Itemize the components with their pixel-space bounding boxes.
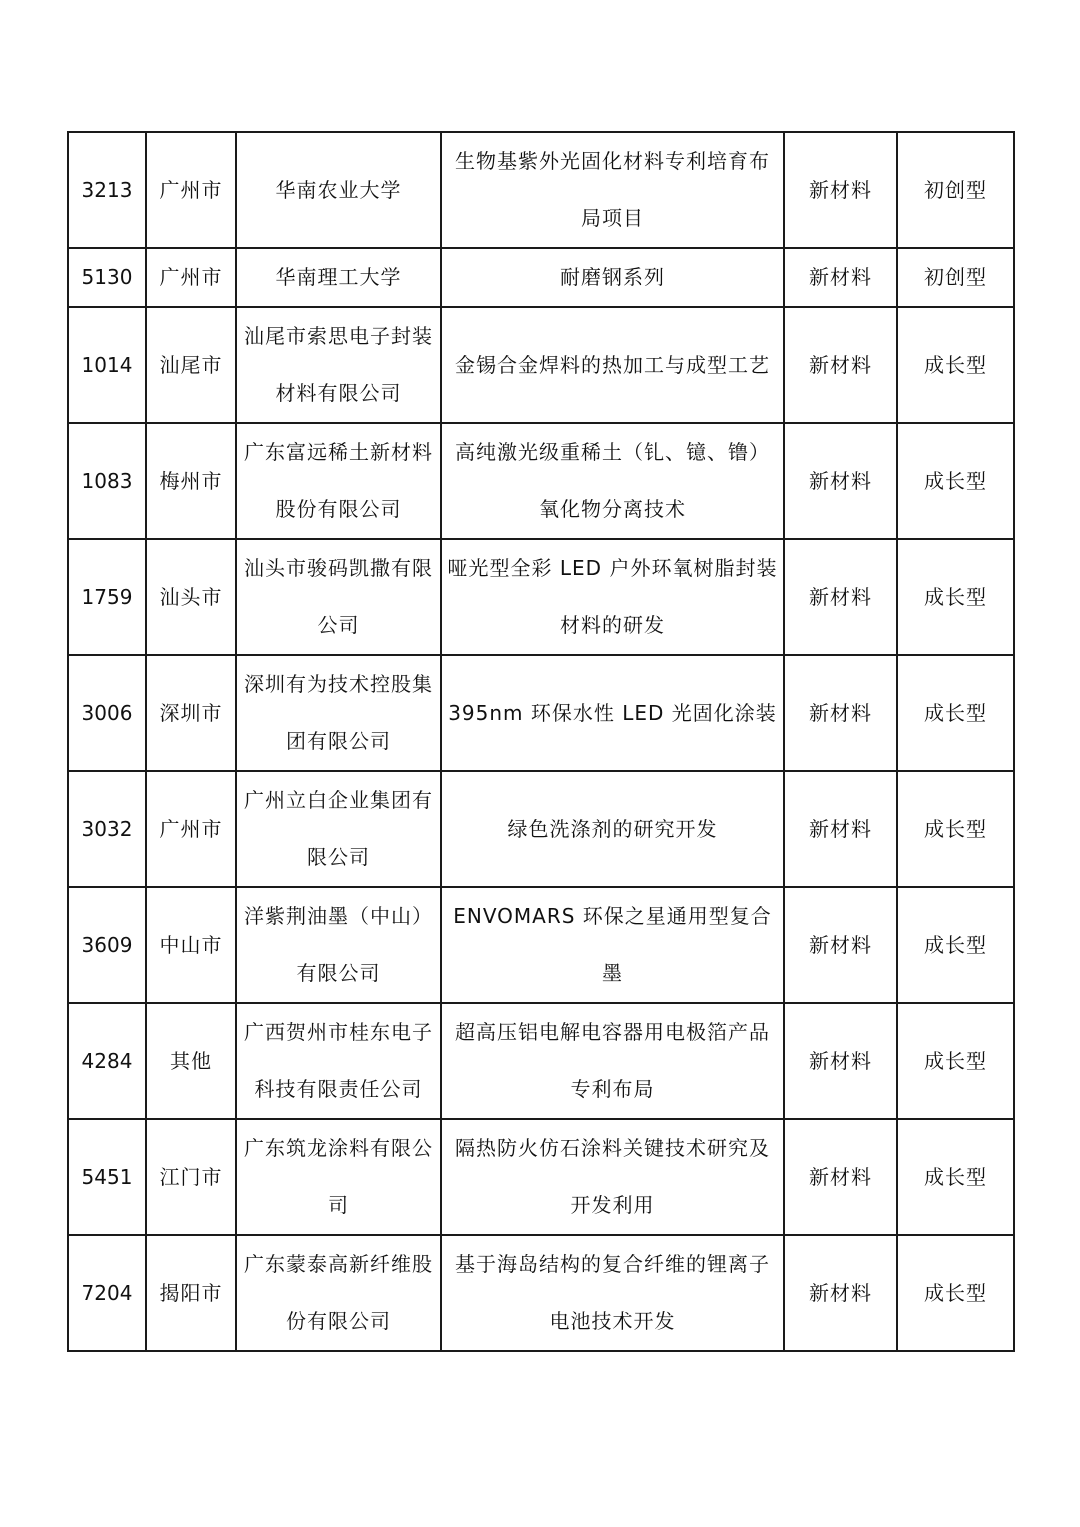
city-cell: 其他 <box>146 1003 236 1119</box>
organization-cell: 深圳有为技术控股集团有限公司 <box>236 655 441 771</box>
enterprise-type-cell: 成长型 <box>897 307 1014 423</box>
organization-cell: 广东富远稀土新材料股份有限公司 <box>236 423 441 539</box>
enterprise-type-cell: 初创型 <box>897 132 1014 248</box>
table-row <box>68 1003 1014 1119</box>
enterprise-type-cell: 成长型 <box>897 1003 1014 1119</box>
city-cell: 揭阳市 <box>146 1235 236 1351</box>
table-row <box>68 1235 1014 1351</box>
project-code-cell: 3609 <box>68 887 146 1003</box>
field-cell: 新材料 <box>784 248 897 307</box>
table-row <box>68 423 1014 539</box>
enterprise-type-cell: 成长型 <box>897 655 1014 771</box>
table-row <box>68 307 1014 423</box>
organization-cell: 洋紫荆油墨（中山）有限公司 <box>236 887 441 1003</box>
enterprise-type-cell: 成长型 <box>897 887 1014 1003</box>
project-name-cell: 生物基紫外光固化材料专利培育布局项目 <box>441 132 784 248</box>
city-cell: 广州市 <box>146 132 236 248</box>
organization-cell: 华南理工大学 <box>236 248 441 307</box>
project-name-cell: 395nm 环保水性 LED 光固化涂装 <box>441 655 784 771</box>
organization-cell: 汕尾市索思电子封装材料有限公司 <box>236 307 441 423</box>
table-row <box>68 1119 1014 1235</box>
field-cell: 新材料 <box>784 1003 897 1119</box>
field-cell: 新材料 <box>784 887 897 1003</box>
table-row <box>68 887 1014 1003</box>
city-cell: 江门市 <box>146 1119 236 1235</box>
city-cell: 广州市 <box>146 771 236 887</box>
project-code-cell: 7204 <box>68 1235 146 1351</box>
project-code-cell: 5451 <box>68 1119 146 1235</box>
project-name-cell: 隔热防火仿石涂料关键技术研究及开发利用 <box>441 1119 784 1235</box>
enterprise-type-cell: 成长型 <box>897 1235 1014 1351</box>
project-code-cell: 3006 <box>68 655 146 771</box>
field-cell: 新材料 <box>784 655 897 771</box>
project-name-cell: 金锡合金焊料的热加工与成型工艺 <box>441 307 784 423</box>
project-name-cell: ENVOMARS 环保之星通用型复合墨 <box>441 887 784 1003</box>
table-row <box>68 771 1014 887</box>
field-cell: 新材料 <box>784 1235 897 1351</box>
city-cell: 汕头市 <box>146 539 236 655</box>
project-name-cell: 基于海岛结构的复合纤维的锂离子电池技术开发 <box>441 1235 784 1351</box>
project-name-cell: 超高压铝电解电容器用电极箔产品专利布局 <box>441 1003 784 1119</box>
field-cell: 新材料 <box>784 132 897 248</box>
project-name-cell: 高纯激光级重稀土（钆、镱、镥）氧化物分离技术 <box>441 423 784 539</box>
enterprise-type-cell: 成长型 <box>897 539 1014 655</box>
project-name-cell: 哑光型全彩 LED 户外环氧树脂封装材料的研发 <box>441 539 784 655</box>
city-cell: 梅州市 <box>146 423 236 539</box>
organization-cell: 广东筑龙涂料有限公司 <box>236 1119 441 1235</box>
project-list-table <box>67 131 1015 1352</box>
project-code-cell: 1014 <box>68 307 146 423</box>
table-row <box>68 539 1014 655</box>
project-code-cell: 3032 <box>68 771 146 887</box>
organization-cell: 广东蒙泰高新纤维股份有限公司 <box>236 1235 441 1351</box>
enterprise-type-cell: 成长型 <box>897 771 1014 887</box>
table-row <box>68 132 1014 248</box>
field-cell: 新材料 <box>784 423 897 539</box>
organization-cell: 汕头市骏码凯撒有限公司 <box>236 539 441 655</box>
city-cell: 广州市 <box>146 248 236 307</box>
project-code-cell: 1083 <box>68 423 146 539</box>
field-cell: 新材料 <box>784 771 897 887</box>
project-code-cell: 5130 <box>68 248 146 307</box>
organization-cell: 广西贺州市桂东电子科技有限责任公司 <box>236 1003 441 1119</box>
organization-cell: 华南农业大学 <box>236 132 441 248</box>
table-body <box>68 132 1014 1351</box>
city-cell: 深圳市 <box>146 655 236 771</box>
enterprise-type-cell: 成长型 <box>897 1119 1014 1235</box>
enterprise-type-cell: 初创型 <box>897 248 1014 307</box>
field-cell: 新材料 <box>784 539 897 655</box>
project-code-cell: 4284 <box>68 1003 146 1119</box>
city-cell: 中山市 <box>146 887 236 1003</box>
table-row <box>68 248 1014 307</box>
project-code-cell: 1759 <box>68 539 146 655</box>
table-row <box>68 655 1014 771</box>
organization-cell: 广州立白企业集团有限公司 <box>236 771 441 887</box>
enterprise-type-cell: 成长型 <box>897 423 1014 539</box>
project-name-cell: 耐磨钢系列 <box>441 248 784 307</box>
project-name-cell: 绿色洗涤剂的研究开发 <box>441 771 784 887</box>
field-cell: 新材料 <box>784 307 897 423</box>
project-code-cell: 3213 <box>68 132 146 248</box>
field-cell: 新材料 <box>784 1119 897 1235</box>
city-cell: 汕尾市 <box>146 307 236 423</box>
